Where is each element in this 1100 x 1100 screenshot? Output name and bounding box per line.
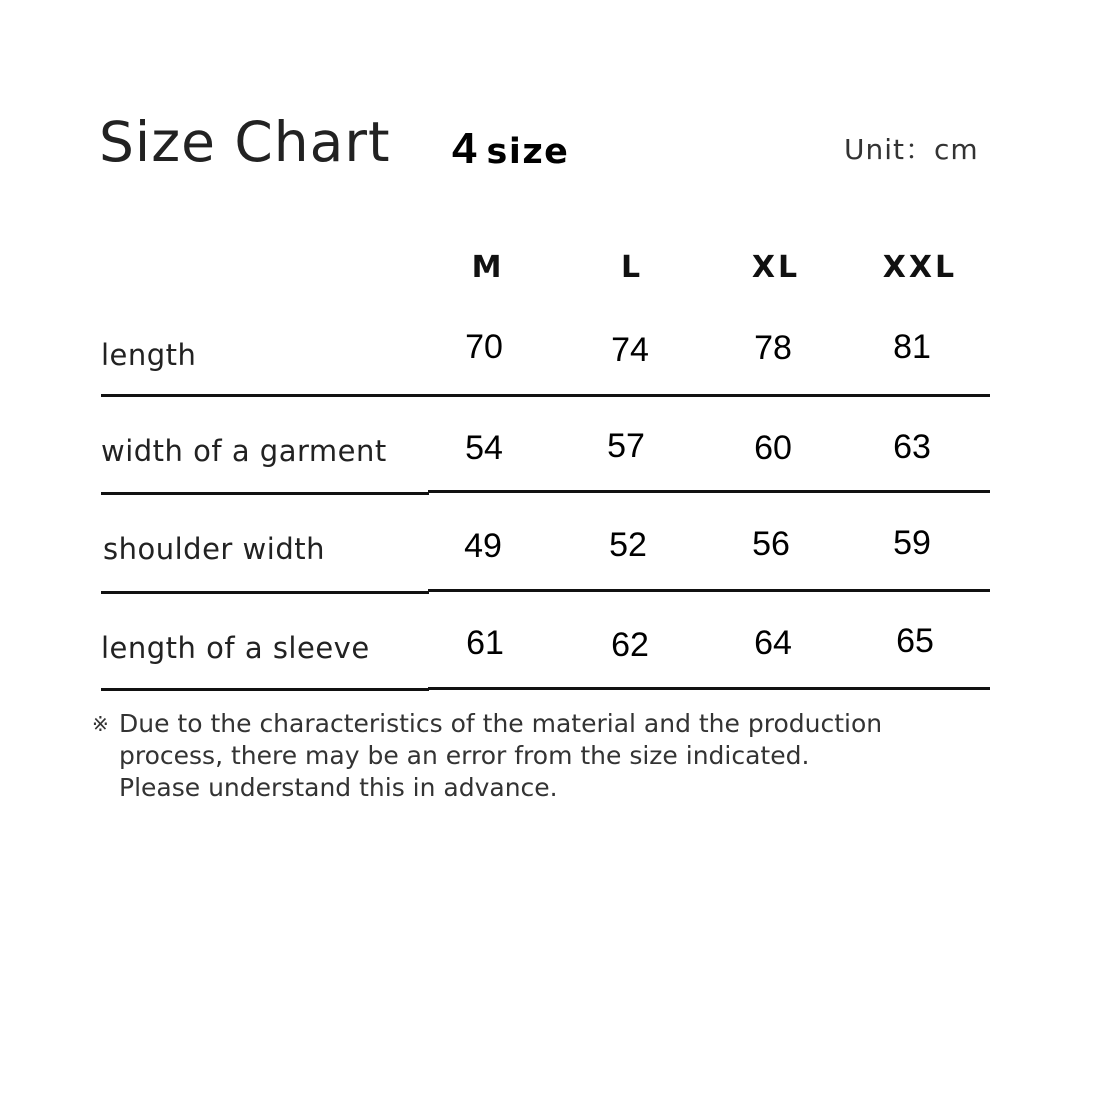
row-divider-values xyxy=(428,589,990,592)
table-cell: 49 xyxy=(464,527,502,565)
row-divider-label xyxy=(101,591,429,594)
table-cell: 60 xyxy=(754,429,792,467)
row-divider-values xyxy=(428,490,990,493)
table-cell: 54 xyxy=(465,429,503,467)
row-label-width-of-a-garment: width of a garment xyxy=(101,434,387,468)
note-line: Due to the characteristics of the material and the production xyxy=(119,709,883,738)
note-line: process, there may be an error from the size indicated. xyxy=(119,741,810,770)
table-cell: 65 xyxy=(896,622,934,660)
table-cell: 59 xyxy=(893,524,931,562)
column-header-xl: XL xyxy=(751,250,801,285)
row-divider-values xyxy=(428,687,990,690)
column-header-xxl: XXL xyxy=(882,250,958,285)
unit-label: Unit：cm xyxy=(844,133,979,166)
table-cell: 61 xyxy=(466,624,504,662)
size-disclaimer-note xyxy=(92,708,882,804)
column-header-l: L xyxy=(620,250,644,285)
page-title: Size Chart xyxy=(99,110,391,174)
table-cell: 62 xyxy=(611,626,649,664)
column-header-m: M xyxy=(471,250,505,285)
row-label-length: length xyxy=(101,338,197,372)
row-divider xyxy=(101,394,990,397)
row-divider-label xyxy=(101,492,429,495)
table-cell: 81 xyxy=(893,328,931,366)
row-label-length-of-a-sleeve: length of a sleeve xyxy=(101,631,370,665)
reference-mark-icon: ※ xyxy=(92,712,109,736)
row-label-shoulder-width: shoulder width xyxy=(103,532,325,566)
table-cell: 52 xyxy=(609,526,647,564)
note-line: Please understand this in advance. xyxy=(119,773,558,802)
row-divider-label xyxy=(101,688,429,691)
table-cell: 78 xyxy=(754,329,792,367)
size-count-label: size xyxy=(486,132,570,172)
table-cell: 57 xyxy=(607,427,645,465)
size-count xyxy=(452,124,569,174)
table-cell: 70 xyxy=(465,328,503,366)
table-cell: 63 xyxy=(893,428,931,466)
table-cell: 56 xyxy=(752,525,790,563)
size-count-number: 4 xyxy=(452,124,477,173)
table-cell: 64 xyxy=(754,624,792,662)
table-cell: 74 xyxy=(611,331,649,369)
